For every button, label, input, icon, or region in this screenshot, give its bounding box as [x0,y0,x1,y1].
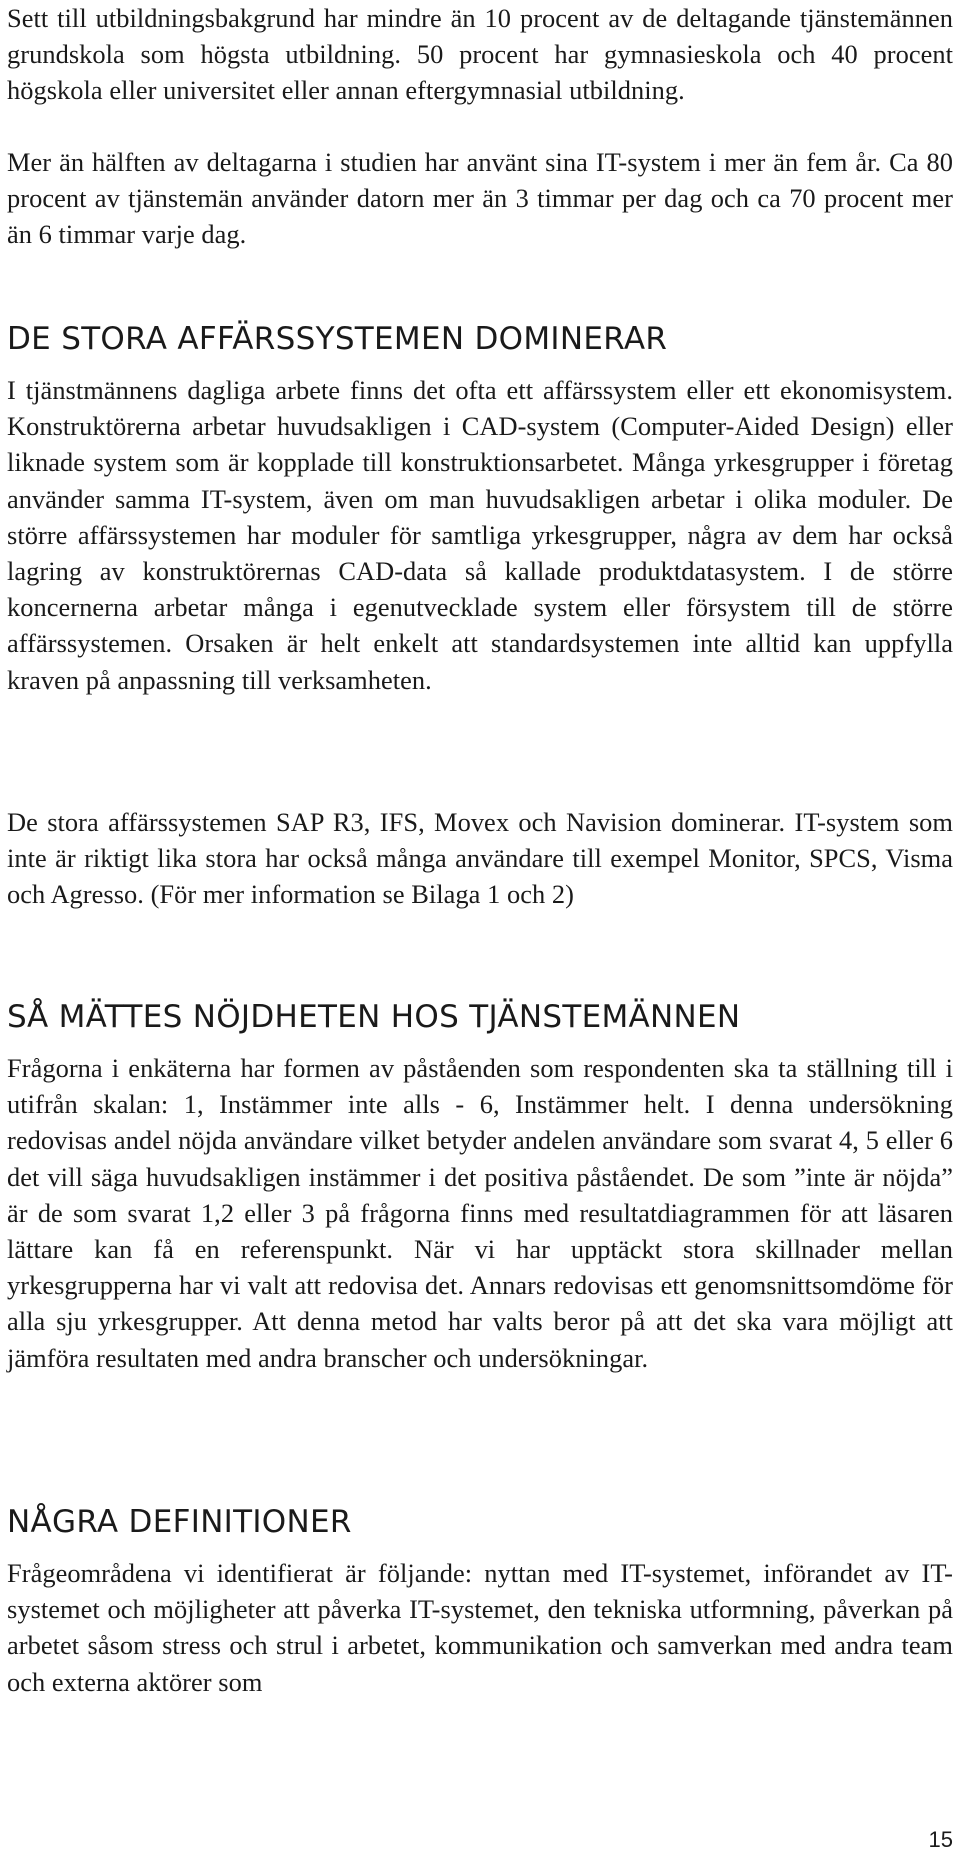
paragraph-dominant-systems: De stora affärssystemen SAP R3, IFS, Movex och Navision dominerar. IT-system som inte är riktigt lika stora har också många användare till exempel Monitor, SPCS, Visma och Agresso. (För mer information se Bilaga 1 och 2) [7,807,953,910]
paragraph-satisfaction-method: Frågorna i enkäterna har formen av påståenden som respondenten ska ta ställning till i utifrån skalan: 1, Instämmer inte alls - 6, Instämmer helt. I denna undersökning redovisas andel nöjda användare vilket betyder andelen användare som svarat 4, 5 eller 6 det vill säga huvudsakligen instämmer i det positiva påståendet. De som ”inte är nöjda” är de som svarat 1,2 eller 3 på frågorna finns med resultatdiagrammen för att läsaren lättare kan få en referenspunkt. När vi har upptäckt stora skillnader mellan yrkesgrupperna har vi valt att redovisa det. Annars redovisas ett genomsnittsomdöme för alla sju yrkesgrupper. Att denna metod har valts beror på att det ska vara möjligt att jämföra resultaten med andra branscher och undersökningar. [7,1053,953,1373]
paragraph-education-background: Sett till utbildningsbakgrund har mindre än 10 procent av de deltagande tjänstemännen grundskola som högsta utbildning. 50 procent har gymnasieskola och 40 procent högskola eller universitet eller annan eftergymnasial utbildning. [7,3,953,106]
paragraph-question-areas: Frågeområdena vi identifierat är följande: nyttan med IT-systemet, införandet av IT-systemet och möjligheter att påverka IT-systemet, den tekniska utformning, påverkan på arbetet såsom stress och strul i arbetet, kommunikation och samverkan med andra team och externa aktörer som [7,1558,953,1697]
page-number: 15 [928,1827,953,1852]
heading-business-systems: DE STORA AFFÄRSSYSTEMEN DOMINERAR [7,321,668,357]
paragraph-business-systems-daily-work: I tjänstmännens dagliga arbete finns det ofta ett affärssystem eller ett ekonomisystem. Konstruktörerna arbetar huvudsakligen i CAD-system (Computer-Aided Design) eller liknade system som är kopplade till konstruktionsarbetet. Många yrkesgrupper i företag använder samma IT-system, även om man huvudsakligen arbetar i olika moduler. De större affärssystemen har moduler för samtliga yrkesgrupper, några av dem har också lagring av konstruktörernas CAD-data så kallade produktdatasystem. I de större koncernerna arbetar många i egenutvecklade system eller försystem till de större affärssystemen. Orsaken är helt enkelt att standardsystemen inte alltid kan uppfylla kraven på anpassning till verksamheten. [7,375,953,695]
heading-satisfaction-measurement: SÅ MÄTTES NÖJDHETEN HOS TJÄNSTEMÄNNEN [7,999,741,1035]
heading-definitions: NÅGRA DEFINITIONER [7,1504,352,1540]
paragraph-system-usage: Mer än hälften av deltagarna i studien har använt sina IT-system i mer än fem år. Ca 80 procent av tjänstemän använder datorn mer än 3 timmar per dag och ca 70 procent mer än 6 timmar varje dag. [7,147,953,250]
